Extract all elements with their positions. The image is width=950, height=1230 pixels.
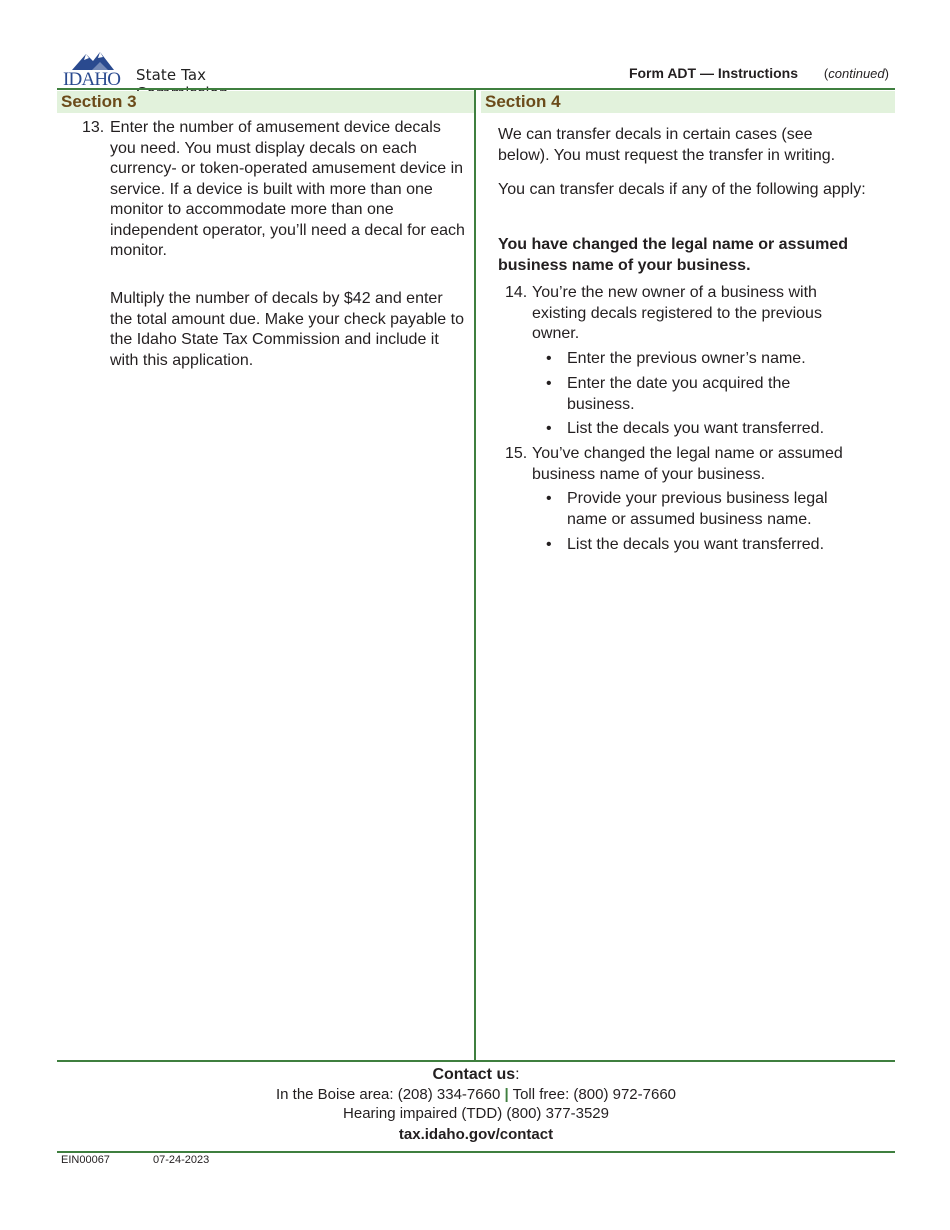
continued-text: continued: [828, 66, 885, 81]
form-title: Form ADT — Instructions: [628, 65, 798, 81]
idaho-logo: [62, 48, 302, 88]
item-14-bullet-1: Enter the previous owner’s name.: [567, 350, 806, 367]
item-15-bullet-1: Provide your previous business legal name or assumed business name.: [567, 490, 828, 528]
section-4-heading: Section 4: [481, 91, 895, 113]
revision-date: 07-24-2023: [153, 1154, 210, 1166]
continued-label: (continued): [823, 66, 889, 81]
agency-name: State Tax: [136, 66, 207, 84]
contact-website-link[interactable]: tax.idaho.gov/contact: [398, 1126, 554, 1143]
name-change-statement: You have changed the legal name or assumed business name of your business.: [498, 236, 849, 274]
item-14-bullet-3: List the decals you want transferred.: [567, 420, 825, 437]
transfer-conditions-intro: You can transfer decals if any of the following apply:: [498, 181, 866, 198]
item-13-text: Enter the number of amusement device decals you need. You must display decals on each currency- or token-operated amusement device in service. If a device is built with more than one monitor to accommodate more than one independent operator, you’ll need a decal for each monitor.: [110, 119, 465, 259]
form-code: EIN00067: [61, 1154, 110, 1166]
item-15-number: 15.: [505, 445, 528, 462]
footer-top-rule: [57, 1060, 895, 1062]
contact-heading-text: Contact us: [432, 1066, 516, 1083]
item-14-text: You’re the new owner of a business with existing decals registered to the previous owner.: [532, 284, 822, 342]
transfer-intro: We can transfer decals in certain cases (see below). You must request the transfer in writing.: [498, 126, 836, 164]
boise-phone: In the Boise area: (208) 334-7660: [275, 1086, 501, 1103]
contact-footer: [57, 1065, 895, 1144]
footer-bottom-rule: [57, 1151, 895, 1153]
column-divider: [474, 89, 476, 1061]
item-14-number: 14.: [505, 284, 528, 301]
bullet-icon: •: [546, 420, 552, 437]
item-15-text: You’ve changed the legal name or assumed business name of your business.: [532, 445, 843, 483]
logo-wordmark: IDAHO: [63, 69, 121, 88]
bullet-icon: •: [546, 536, 552, 553]
tdd-phone: Hearing impaired (TDD) (800) 377-3529: [343, 1105, 609, 1122]
section-3-heading: Section 3: [57, 91, 474, 113]
bullet-icon: •: [546, 375, 552, 392]
top-rule: [57, 88, 895, 90]
mountain-logo-icon: [62, 48, 134, 88]
phone-line: [57, 1085, 895, 1104]
item-14-bullet-2: Enter the date you acquired the business.: [567, 375, 791, 413]
item-15-bullet-2: List the decals you want transferred.: [567, 536, 825, 553]
toll-free-phone: Toll free: (800) 972-7660: [512, 1086, 677, 1103]
item-13-payment-text: Multiply the number of decals by $42 and enter the total amount due. Make your check payable to the Idaho State Tax Commission and include it with this application.: [110, 290, 464, 369]
separator: |: [504, 1086, 509, 1103]
contact-heading: Contact us:: [432, 1066, 520, 1083]
item-13-number: 13.: [82, 119, 105, 136]
bullet-icon: •: [546, 350, 552, 367]
bullet-icon: •: [546, 490, 552, 507]
